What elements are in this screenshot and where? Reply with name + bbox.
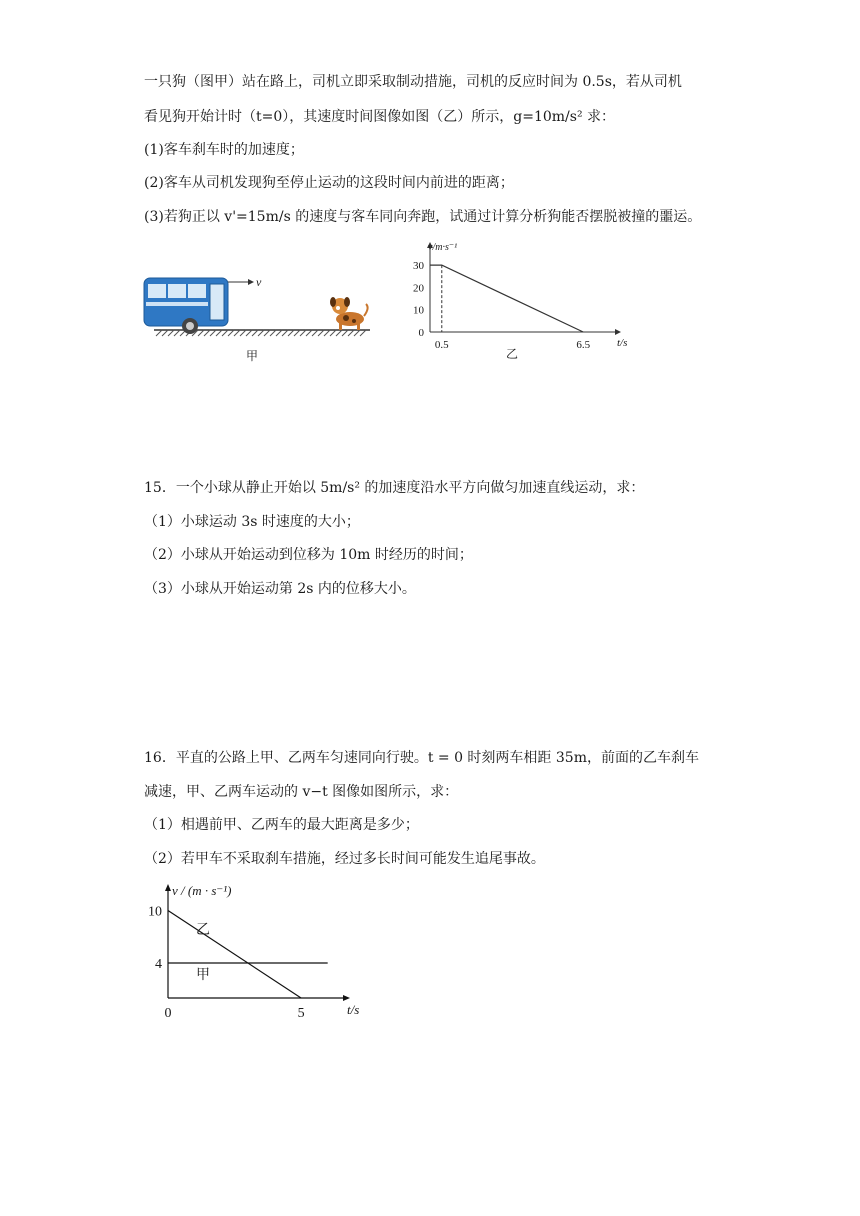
y-tick-label: 20 — [413, 282, 424, 295]
x-tick-label: 0.5 — [434, 339, 449, 351]
y-tick-label: 4 — [155, 957, 162, 972]
y-axis-label: v / (m · s⁻¹) — [172, 883, 232, 898]
series-label-jia: 甲 — [195, 967, 210, 983]
y-tick-label: 10 — [148, 904, 162, 920]
x-axis-label: t/s — [347, 1002, 360, 1017]
bus-icon — [144, 278, 228, 334]
series-line-乙 — [168, 911, 301, 999]
q14-line-3: (1)客车刹车时的加速度； — [144, 142, 304, 158]
q16-line-2: 减速，甲、乙两车运动的 v−t 图像如图所示，求： — [144, 784, 459, 800]
q15-line-2: （1）小球运动 3s 时速度的大小； — [144, 514, 360, 530]
q16-line-4: （2）若甲车不采取刹车措施，经过多长时间可能发生追尾事故。 — [144, 851, 545, 867]
x-tick-label: 0 — [164, 1006, 172, 1021]
figure-jia-caption: 甲 — [246, 349, 259, 363]
q14-line-2: 看见狗开始计时（t=0），其速度时间图像如图（乙）所示，g=10m/s² 求： — [144, 109, 616, 125]
q15-line-4: （3）小球从开始运动第 2s 内的位移大小。 — [144, 581, 416, 597]
q15-line-3: （2）小球从开始运动到位移为 10m 时经历的时间； — [144, 547, 473, 563]
q16-line-1: 16．平直的公路上甲、乙两车匀速同向行驶。t = 0 时刻两车相距 35m，前面的乙车刹车 — [144, 750, 699, 766]
x-tick-label: 6.5 — [576, 339, 591, 351]
series-line — [430, 265, 583, 332]
dog-icon — [330, 297, 368, 330]
x-axis-arrow-icon — [615, 329, 621, 335]
figure-yi-caption: 乙 — [506, 347, 519, 361]
q16-line-3: （1）相遇前甲、乙两车的最大距离是多少； — [144, 817, 419, 833]
y-axis-arrow-icon — [165, 884, 171, 891]
y-tick-label: 0 — [418, 327, 424, 339]
arrow-head-icon — [248, 279, 254, 285]
figure-yi-chart — [400, 240, 640, 366]
x-tick-label: 5 — [297, 1006, 305, 1021]
x-axis-label: t/s — [617, 337, 628, 349]
arrow-label: v — [256, 275, 262, 289]
y-axis-label: v/m·s⁻¹ — [428, 242, 458, 253]
q14-line-1: 一只狗（图甲）站在路上，司机立即采取制动措施，司机的反应时间为 0.5s，若从司机 — [144, 74, 682, 90]
x-axis-arrow-icon — [343, 995, 350, 1001]
q16-vt-chart — [136, 880, 366, 1025]
q14-line-5: (3)若狗正以 v'=15m/s 的速度与客车同向奔跑，试通过计算分析狗能否摆脱被撞的噩运。 — [144, 209, 702, 225]
figure-jia — [140, 262, 380, 372]
y-tick-label: 30 — [413, 260, 424, 273]
series-label-yi: 乙 — [195, 923, 210, 939]
q14-line-4: (2)客车从司机发现狗至停止运动的这段时间内前进的距离； — [144, 175, 514, 191]
y-tick-label: 10 — [413, 304, 424, 317]
q15-line-1: 15．一个小球从静止开始以 5m/s² 的加速度沿水平方向做匀加速直线运动，求： — [144, 480, 645, 496]
